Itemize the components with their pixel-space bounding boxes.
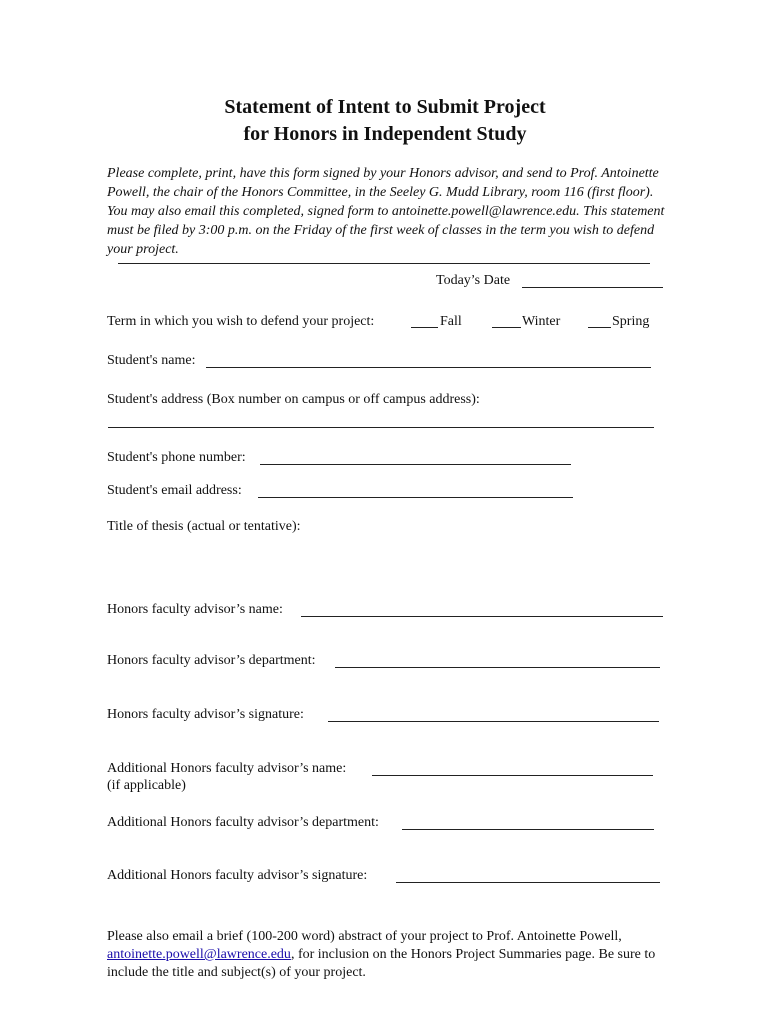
student-phone-line[interactable]	[260, 464, 571, 465]
form-title-line-2: for Honors in Independent Study	[243, 123, 527, 145]
additional-advisor-department-line[interactable]	[402, 829, 654, 830]
student-email-line[interactable]	[258, 497, 573, 498]
advisor-name-label: Honors faculty advisor’s name:	[107, 602, 283, 617]
student-name-line[interactable]	[206, 367, 651, 368]
additional-advisor-signature-label: Additional Honors faculty advisor’s signature:	[107, 868, 368, 883]
advisor-department-label: Honors faculty advisor’s department:	[107, 653, 316, 668]
additional-advisor-name-line[interactable]	[372, 775, 653, 776]
footer-text-before-link: Please also email a brief (100-200 word) abstract of your project to Prof. Antoinette Powell,	[107, 929, 622, 944]
term-fall-blank[interactable]	[411, 327, 438, 328]
thesis-title-label: Title of thesis (actual or tentative):	[107, 519, 301, 534]
student-email-label: Student's email address:	[107, 483, 242, 498]
todays-date-line[interactable]	[522, 287, 663, 288]
additional-advisor-department-label: Additional Honors faculty advisor’s department:	[107, 815, 379, 830]
footer-email-link[interactable]: antoinette.powell@lawrence.edu	[107, 947, 291, 962]
advisor-signature-label: Honors faculty advisor’s signature:	[107, 707, 304, 722]
student-address-label: Student's address (Box number on campus or off campus address):	[107, 392, 480, 407]
term-spring-label: Spring	[612, 314, 650, 329]
form-title-line-1: Statement of Intent to Submit Project	[224, 96, 546, 118]
term-label: Term in which you wish to defend your project:	[107, 314, 375, 329]
student-name-label: Student's name:	[107, 353, 196, 368]
advisor-signature-line[interactable]	[328, 721, 659, 722]
term-fall-label: Fall	[440, 314, 462, 329]
student-address-line[interactable]	[108, 427, 654, 428]
term-winter-label: Winter	[522, 314, 561, 329]
advisor-department-line[interactable]	[335, 667, 660, 668]
additional-advisor-signature-line[interactable]	[396, 882, 660, 883]
footer-paragraph	[107, 928, 667, 982]
advisor-name-line[interactable]	[301, 616, 663, 617]
footer-text-after-link: , for inclusion on the Honors Project Summaries page. Be sure to include the title and subject(s) of your project.	[107, 947, 656, 980]
todays-date-label: Today’s Date	[436, 273, 511, 288]
separator-rule	[118, 263, 650, 264]
additional-advisor-note: (if applicable)	[107, 778, 186, 793]
term-spring-blank[interactable]	[588, 327, 611, 328]
term-winter-blank[interactable]	[492, 327, 521, 328]
additional-advisor-name-label: Additional Honors faculty advisor’s name:	[107, 761, 347, 776]
instructions-paragraph: Please complete, print, have this form signed by your Honors advisor, and send to Prof. Antoinette Powell, the chair of the Honors Committee, in the Seeley G. Mudd Library, room 116 (first floor). You may also email this completed, signed form to antoinette.powell@lawrence.edu. This statement must be filed by 3:00 p.m. on the Friday of the first week of classes in the term you wish to defend your project.	[107, 166, 665, 257]
student-phone-label: Student's phone number:	[107, 450, 246, 465]
